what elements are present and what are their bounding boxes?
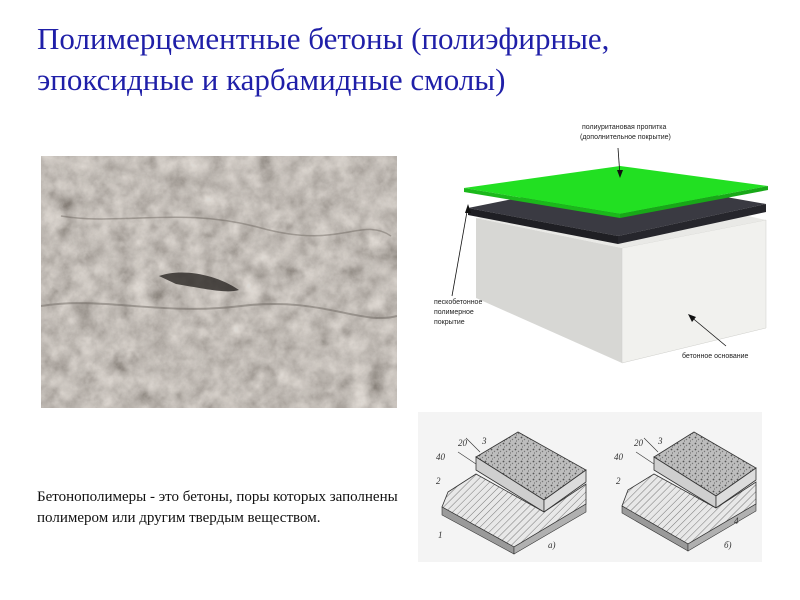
- figure-a-caption: а): [548, 540, 556, 550]
- label-top-line2: (дополнительное покрытие): [580, 134, 671, 141]
- figure-b: [614, 432, 756, 551]
- slide-caption: Бетонополимеры - это бетоны, поры которых заполнены полимером или другим твердым веществом.: [37, 489, 398, 526]
- label-bottom: бетонное основание: [682, 353, 749, 360]
- floor-layers-diagram: [420, 118, 780, 380]
- cross-section-drawing: [418, 412, 762, 562]
- slide-title: Полимерцементные бетоны (полиэфирные, эпоксидные и карбамидные смолы): [37, 21, 610, 97]
- figure-b-mark-5: 4: [734, 516, 739, 526]
- label-left-line2: полимерное: [434, 309, 474, 316]
- figure-a-mark-3: 3: [482, 436, 487, 446]
- label-left-line1: пескобетонное: [434, 299, 483, 306]
- figure-a-mark-4: 2: [436, 476, 441, 486]
- figure-a-mark-5: 1: [438, 530, 443, 540]
- label-left-line3: покрытие: [434, 319, 465, 326]
- figure-b-mark-2: 20: [634, 438, 643, 448]
- figure-b-mark-4: 2: [616, 476, 621, 486]
- label-top-line1: полиуритановая пропитка: [582, 124, 667, 131]
- figure-b-mark-3: 3: [658, 436, 663, 446]
- concrete-photo: [41, 156, 397, 408]
- figure-b-caption: б): [724, 540, 732, 550]
- figure-a-mark-1: 40: [436, 452, 445, 462]
- figure-b-mark-1: 40: [614, 452, 623, 462]
- figure-a-mark-2: 20: [458, 438, 467, 448]
- figure-a: [436, 432, 586, 554]
